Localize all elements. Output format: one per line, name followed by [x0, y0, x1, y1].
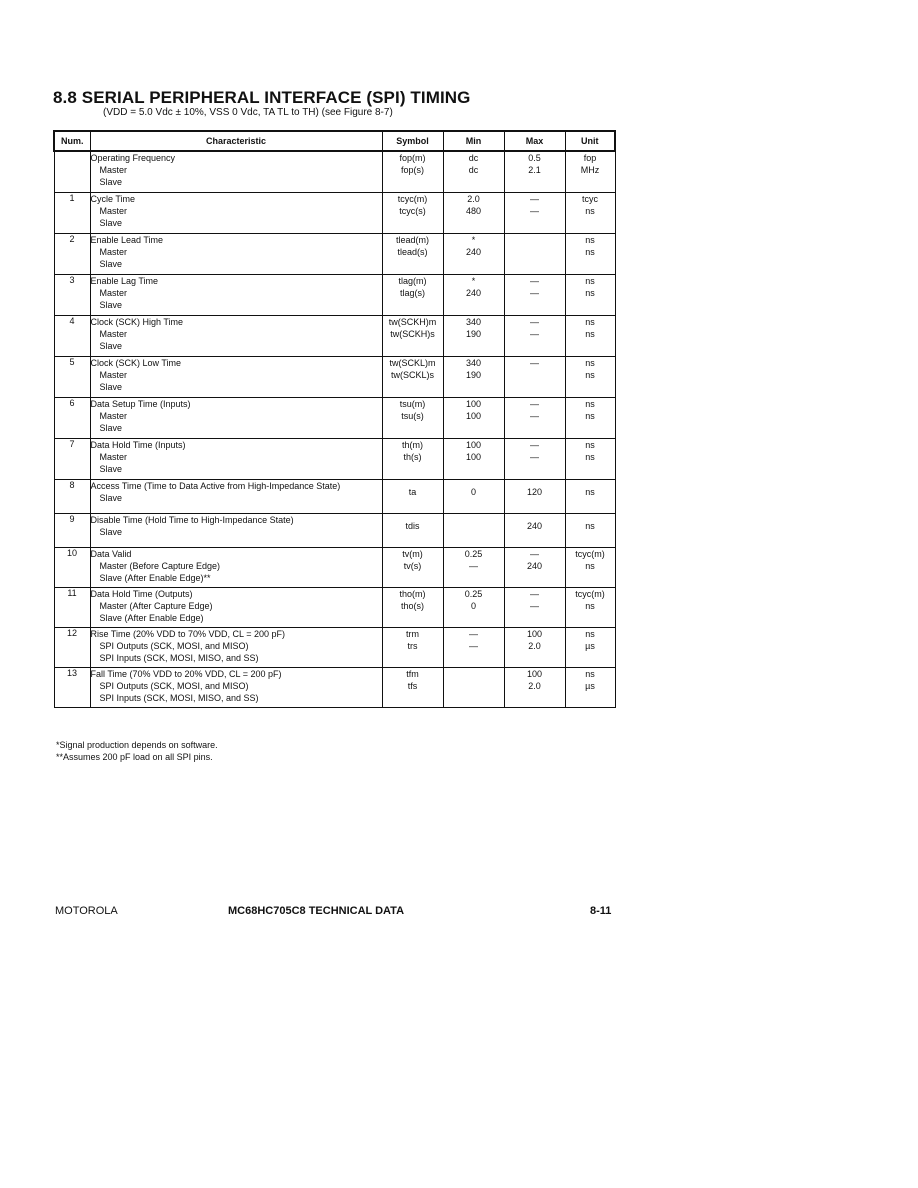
characteristic-subitem: Master	[99, 247, 128, 257]
characteristic-title: Access Time (Time to Data Active from High-Impedance State)	[90, 481, 341, 491]
header-characteristic: Characteristic	[90, 131, 382, 151]
header-symbol: Symbol	[382, 131, 443, 151]
min-value: *	[471, 235, 476, 245]
min-value: 0.25	[464, 589, 483, 599]
symbol-value: tw(SCKL)s	[390, 370, 434, 380]
row-number: 8	[54, 480, 90, 514]
symbol-cell	[382, 234, 443, 275]
min-value: —	[469, 561, 478, 571]
max-cell	[504, 548, 565, 588]
symbol-value: tcyc(m)	[397, 194, 428, 204]
table-row	[54, 357, 615, 398]
symbol-cell	[382, 439, 443, 480]
characteristic-cell	[90, 151, 382, 193]
table-row	[54, 439, 615, 480]
unit-value: MHz	[580, 165, 600, 175]
characteristic-title: Disable Time (Hold Time to High-Impedance State)	[90, 515, 294, 525]
footnote-load: **Assumes 200 pF load on all SPI pins.	[56, 752, 213, 762]
row-number: 11	[54, 588, 90, 628]
min-cell	[443, 398, 504, 439]
characteristic-subitem: Slave	[99, 493, 123, 503]
symbol-value: tw(SCKH)m	[388, 317, 437, 327]
min-value: 340	[465, 358, 482, 368]
unit-cell	[565, 275, 615, 316]
row-number	[54, 151, 90, 193]
max-value: —	[530, 288, 539, 298]
characteristic-subitem: SPI Inputs (SCK, MOSI, MISO, and SS)	[99, 653, 259, 663]
symbol-cell	[382, 480, 443, 514]
unit-value: ns	[585, 669, 595, 679]
max-value: —	[530, 317, 539, 327]
unit-value: ns	[585, 329, 595, 339]
max-value: 2.1	[528, 165, 541, 175]
footer-page-number: 8-11	[590, 905, 612, 917]
header-min: Min	[443, 131, 504, 151]
characteristic-subitem: Slave	[99, 300, 123, 310]
max-value: —	[530, 329, 539, 339]
min-value: 100	[465, 440, 482, 450]
symbol-value: fop(s)	[400, 165, 424, 175]
characteristic-subitem: Master	[99, 165, 128, 175]
min-cell	[443, 193, 504, 234]
unit-value: tcyc(m)	[575, 549, 605, 559]
symbol-value: tv(m)	[402, 549, 423, 559]
symbol-cell	[382, 151, 443, 193]
max-cell	[504, 316, 565, 357]
table-row	[54, 151, 615, 193]
unit-value: µs	[585, 641, 595, 651]
symbol-value: fop(m)	[399, 153, 426, 163]
min-cell	[443, 628, 504, 668]
characteristic-subitem: Slave	[99, 259, 123, 269]
unit-cell	[565, 628, 615, 668]
row-number: 1	[54, 193, 90, 234]
symbol-value: tlead(m)	[395, 235, 429, 245]
max-value: 240	[526, 561, 543, 571]
max-value: —	[530, 440, 539, 450]
row-number: 10	[54, 548, 90, 588]
characteristic-title: Data Setup Time (Inputs)	[90, 399, 191, 409]
table-row	[54, 480, 615, 514]
characteristic-title: Data Hold Time (Inputs)	[90, 440, 186, 450]
symbol-value: tcyc(s)	[399, 206, 426, 216]
unit-value: ns	[585, 358, 595, 368]
characteristic-subitem: Master	[99, 206, 128, 216]
characteristic-cell	[90, 234, 382, 275]
unit-value: ns	[585, 452, 595, 462]
min-value: 240	[465, 247, 482, 257]
characteristic-cell	[90, 588, 382, 628]
max-cell	[504, 234, 565, 275]
max-value: —	[530, 411, 539, 421]
max-value: —	[530, 589, 539, 599]
unit-cell	[565, 193, 615, 234]
unit-cell	[565, 514, 615, 548]
characteristic-subitem: SPI Outputs (SCK, MOSI, and MISO)	[99, 681, 249, 691]
unit-value: ns	[585, 521, 595, 531]
characteristic-subitem: SPI Inputs (SCK, MOSI, MISO, and SS)	[99, 693, 259, 703]
unit-cell	[565, 548, 615, 588]
symbol-cell	[382, 357, 443, 398]
unit-cell	[565, 398, 615, 439]
max-value	[505, 246, 565, 258]
characteristic-subitem: SPI Outputs (SCK, MOSI, and MISO)	[99, 641, 249, 651]
unit-value: ns	[585, 411, 595, 421]
max-value: 100	[526, 669, 543, 679]
max-value: 0.5	[528, 153, 541, 163]
characteristic-cell	[90, 548, 382, 588]
symbol-cell	[382, 548, 443, 588]
symbol-value: ta	[408, 487, 417, 497]
unit-value: ns	[585, 288, 595, 298]
min-value: 0	[470, 601, 476, 611]
row-number: 12	[54, 628, 90, 668]
characteristic-subitem: Slave	[99, 527, 123, 537]
max-value: 100	[526, 629, 543, 639]
max-value: —	[530, 206, 539, 216]
footnote-software: *Signal production depends on software.	[56, 740, 218, 750]
max-cell	[504, 439, 565, 480]
table-header-row	[54, 131, 615, 151]
unit-value: ns	[585, 487, 595, 497]
symbol-value: tdis	[405, 521, 420, 531]
min-value: 100	[465, 452, 482, 462]
unit-value: tcyc(m)	[575, 589, 605, 599]
characteristic-subitem: Slave	[99, 423, 123, 433]
min-value: 480	[465, 206, 482, 216]
unit-value: ns	[585, 370, 595, 380]
min-value: dc	[468, 153, 479, 163]
symbol-value: th(m)	[402, 440, 423, 450]
symbol-value: tw(SCKL)m	[389, 358, 436, 368]
table-row	[54, 668, 615, 708]
table-row	[54, 514, 615, 548]
unit-value: ns	[585, 561, 595, 571]
symbol-value: trm	[406, 629, 419, 639]
characteristic-subitem: Master	[99, 329, 128, 339]
table-row	[54, 316, 615, 357]
table-row	[54, 234, 615, 275]
header-num: Num.	[54, 131, 90, 151]
min-value: 2.0	[467, 194, 480, 204]
unit-value: ns	[585, 629, 595, 639]
max-cell	[504, 514, 565, 548]
test-conditions: (VDD = 5.0 Vdc ± 10%, VSS 0 Vdc, TA TL to TH) (see Figure 8-7)	[103, 107, 393, 118]
characteristic-cell	[90, 316, 382, 357]
symbol-cell	[382, 514, 443, 548]
table-row	[54, 275, 615, 316]
symbol-value: tsu(s)	[401, 411, 424, 421]
min-value: 190	[465, 370, 482, 380]
max-value: —	[530, 358, 539, 368]
table-row	[54, 398, 615, 439]
symbol-value: tsu(m)	[399, 399, 426, 409]
table-row	[54, 628, 615, 668]
min-cell	[443, 668, 504, 708]
symbol-cell	[382, 275, 443, 316]
max-value: —	[530, 194, 539, 204]
symbol-value: trs	[407, 641, 418, 651]
table-body	[54, 151, 615, 708]
symbol-value: tv(s)	[403, 561, 422, 571]
header-max: Max	[504, 131, 565, 151]
max-value: 120	[526, 487, 543, 497]
unit-value: ns	[585, 440, 595, 450]
table-row	[54, 548, 615, 588]
min-cell	[443, 234, 504, 275]
unit-value: µs	[585, 681, 595, 691]
symbol-value: tfm	[406, 669, 419, 679]
symbol-cell	[382, 628, 443, 668]
min-value: 100	[465, 411, 482, 421]
min-value: 0.25	[464, 549, 483, 559]
symbol-value: tho(s)	[400, 601, 424, 611]
unit-cell	[565, 668, 615, 708]
characteristic-title: Clock (SCK) Low Time	[90, 358, 182, 368]
row-number: 4	[54, 316, 90, 357]
min-value	[444, 668, 504, 680]
unit-cell	[565, 588, 615, 628]
row-number: 3	[54, 275, 90, 316]
min-cell	[443, 275, 504, 316]
characteristic-subitem: Master	[99, 288, 128, 298]
unit-cell	[565, 151, 615, 193]
characteristic-title: Data Hold Time (Outputs)	[90, 589, 193, 599]
characteristic-subitem: Slave	[99, 382, 123, 392]
characteristic-title: Operating Frequency	[90, 153, 176, 163]
max-value: —	[530, 549, 539, 559]
characteristic-cell	[90, 398, 382, 439]
characteristic-cell	[90, 668, 382, 708]
unit-cell	[565, 439, 615, 480]
symbol-value: th(s)	[403, 452, 422, 462]
unit-cell	[565, 234, 615, 275]
characteristic-subitem: Slave	[99, 177, 123, 187]
symbol-cell	[382, 668, 443, 708]
characteristic-title: Clock (SCK) High Time	[90, 317, 184, 327]
characteristic-cell	[90, 439, 382, 480]
unit-cell	[565, 357, 615, 398]
min-cell	[443, 357, 504, 398]
header-unit: Unit	[565, 131, 615, 151]
characteristic-title: Enable Lag Time	[90, 276, 159, 286]
symbol-value: tfs	[407, 681, 418, 691]
row-number: 13	[54, 668, 90, 708]
characteristic-subitem: Master	[99, 452, 128, 462]
unit-value: tcyc	[581, 194, 598, 204]
min-cell	[443, 588, 504, 628]
row-number: 7	[54, 439, 90, 480]
max-cell	[504, 275, 565, 316]
symbol-cell	[382, 316, 443, 357]
characteristic-cell	[90, 514, 382, 548]
max-value: 2.0	[528, 681, 541, 691]
section-title: 8.8 SERIAL PERIPHERAL INTERFACE (SPI) TIMING	[53, 88, 471, 107]
max-cell	[504, 151, 565, 193]
characteristic-subitem: Slave (After Enable Edge)	[99, 613, 204, 623]
max-cell	[504, 480, 565, 514]
unit-value: ns	[585, 399, 595, 409]
unit-cell	[565, 316, 615, 357]
max-cell	[504, 357, 565, 398]
min-cell	[443, 151, 504, 193]
min-value: —	[469, 641, 478, 651]
max-value: —	[530, 276, 539, 286]
characteristic-subitem: Slave	[99, 218, 123, 228]
row-number: 6	[54, 398, 90, 439]
characteristic-title: Enable Lead Time	[90, 235, 164, 245]
max-value: —	[530, 601, 539, 611]
symbol-cell	[382, 588, 443, 628]
unit-value: ns	[585, 276, 595, 286]
characteristic-cell	[90, 275, 382, 316]
footer-doc-title: MC68HC705C8 TECHNICAL DATA	[228, 905, 405, 917]
unit-value: ns	[585, 601, 595, 611]
symbol-value: tlag(m)	[398, 276, 427, 286]
min-value: —	[469, 629, 478, 639]
characteristic-subitem: Master (After Capture Edge)	[99, 601, 213, 611]
max-value	[505, 369, 565, 381]
row-number: 2	[54, 234, 90, 275]
max-value: 2.0	[528, 641, 541, 651]
characteristic-subitem: Slave (After Enable Edge)**	[99, 573, 211, 583]
characteristic-title: Cycle Time	[90, 194, 136, 204]
characteristic-subitem: Slave	[99, 464, 123, 474]
min-value: 190	[465, 329, 482, 339]
characteristic-cell	[90, 193, 382, 234]
min-value: 240	[465, 288, 482, 298]
max-cell	[504, 588, 565, 628]
row-number: 9	[54, 514, 90, 548]
table-row	[54, 588, 615, 628]
symbol-cell	[382, 193, 443, 234]
characteristic-cell	[90, 357, 382, 398]
symbol-cell	[382, 398, 443, 439]
unit-value: ns	[585, 247, 595, 257]
symbol-value: tw(SCKH)s	[390, 329, 435, 339]
min-value	[444, 680, 504, 692]
min-cell	[443, 480, 504, 514]
symbol-value: tho(m)	[399, 589, 426, 599]
min-cell	[443, 548, 504, 588]
unit-value: ns	[585, 206, 595, 216]
spi-timing-table	[53, 130, 616, 708]
max-cell	[504, 398, 565, 439]
footer-brand: MOTOROLA	[55, 905, 118, 917]
min-value	[444, 520, 504, 532]
table-row	[54, 193, 615, 234]
characteristic-subitem: Master	[99, 411, 128, 421]
min-value: 340	[465, 317, 482, 327]
characteristic-title: Rise Time (20% VDD to 70% VDD, CL = 200 pF)	[90, 629, 285, 639]
characteristic-cell	[90, 480, 382, 514]
characteristic-cell	[90, 628, 382, 668]
characteristic-subitem: Slave	[99, 341, 123, 351]
max-cell	[504, 668, 565, 708]
max-value: —	[530, 399, 539, 409]
characteristic-subitem: Master	[99, 370, 128, 380]
symbol-value: tlag(s)	[399, 288, 425, 298]
min-cell	[443, 514, 504, 548]
symbol-value: tlead(s)	[397, 247, 428, 257]
characteristic-title: Fall Time (70% VDD to 20% VDD, CL = 200 pF)	[90, 669, 282, 679]
min-cell	[443, 439, 504, 480]
max-value	[505, 234, 565, 246]
max-value: 240	[526, 521, 543, 531]
characteristic-subitem: Master (Before Capture Edge)	[99, 561, 221, 571]
unit-value: ns	[585, 235, 595, 245]
min-value: 0	[470, 487, 476, 497]
row-number: 5	[54, 357, 90, 398]
unit-cell	[565, 480, 615, 514]
min-value: 100	[465, 399, 482, 409]
max-cell	[504, 628, 565, 668]
unit-value: fop	[583, 153, 597, 163]
min-value: *	[471, 276, 476, 286]
unit-value: ns	[585, 317, 595, 327]
min-cell	[443, 316, 504, 357]
max-cell	[504, 193, 565, 234]
min-value: dc	[468, 165, 479, 175]
characteristic-title: Data Valid	[90, 549, 132, 559]
max-value: —	[530, 452, 539, 462]
